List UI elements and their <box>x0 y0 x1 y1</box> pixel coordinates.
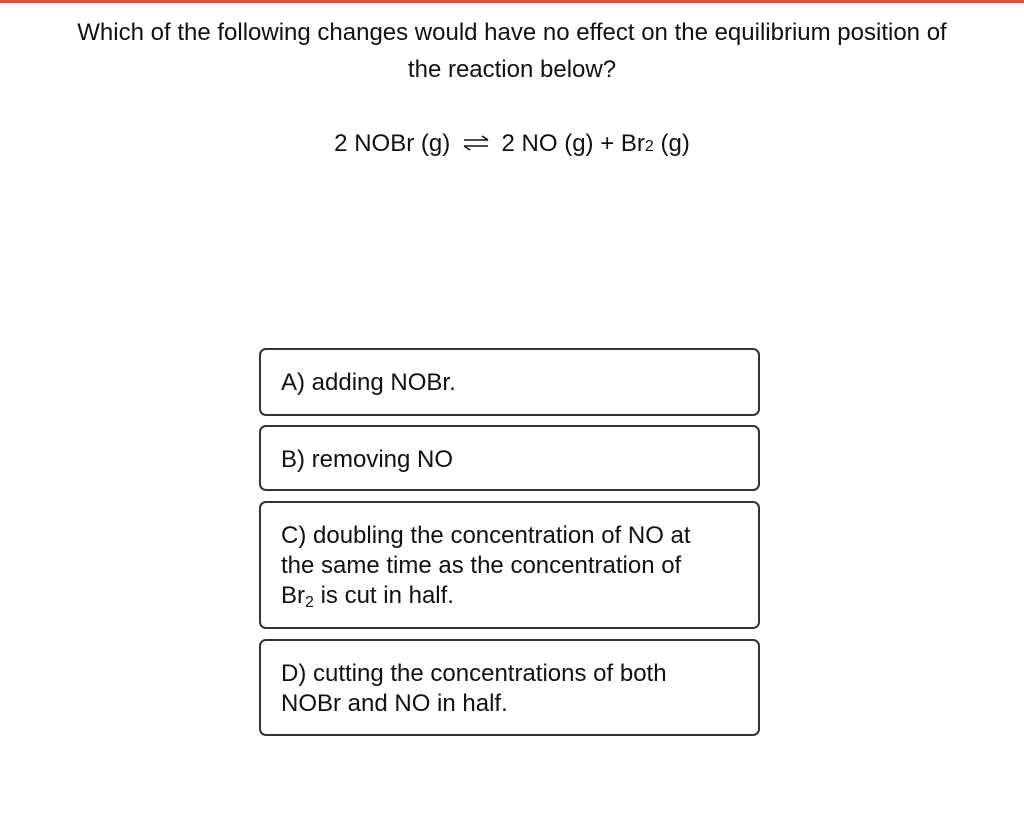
answer-option-a-text: A) adding NOBr. <box>281 369 456 396</box>
answer-option-b-text: B) removing NO <box>281 446 454 473</box>
answer-option-c-line-3 <box>281 581 738 618</box>
answer-option-c-tail: is cut in half. <box>313 582 454 609</box>
answer-option-c-subscript: 2 <box>305 594 314 611</box>
question-line-1: Which of the following changes would have no effect on the equilibrium position of <box>77 19 947 46</box>
equilibrium-arrow-icon <box>461 127 491 163</box>
answer-option-b[interactable] <box>259 425 760 491</box>
answer-option-c[interactable] <box>259 501 760 629</box>
top-accent-rule <box>0 0 1024 3</box>
answer-option-c-line-2: the same time as the concentration of <box>281 552 682 579</box>
reaction-product-1: 2 NO (g) + Br <box>501 130 645 157</box>
answer-option-c-line-1: C) doubling the concentration of NO at <box>281 522 691 549</box>
question-prompt <box>0 14 1024 88</box>
answer-option-c-br: Br <box>281 582 305 609</box>
answer-option-d[interactable] <box>259 639 760 736</box>
reaction-reactant: 2 NOBr (g) <box>334 130 451 157</box>
reaction-product-2: (g) <box>653 130 690 157</box>
question-line-2: the reaction below? <box>407 56 617 83</box>
answer-option-d-line-2: NOBr and NO in half. <box>281 690 508 717</box>
answer-option-d-line-1: D) cutting the concentrations of both <box>281 660 667 687</box>
answer-option-a[interactable] <box>259 348 760 416</box>
reaction-subscript: 2 <box>644 138 654 155</box>
reaction-equation <box>0 126 1024 165</box>
